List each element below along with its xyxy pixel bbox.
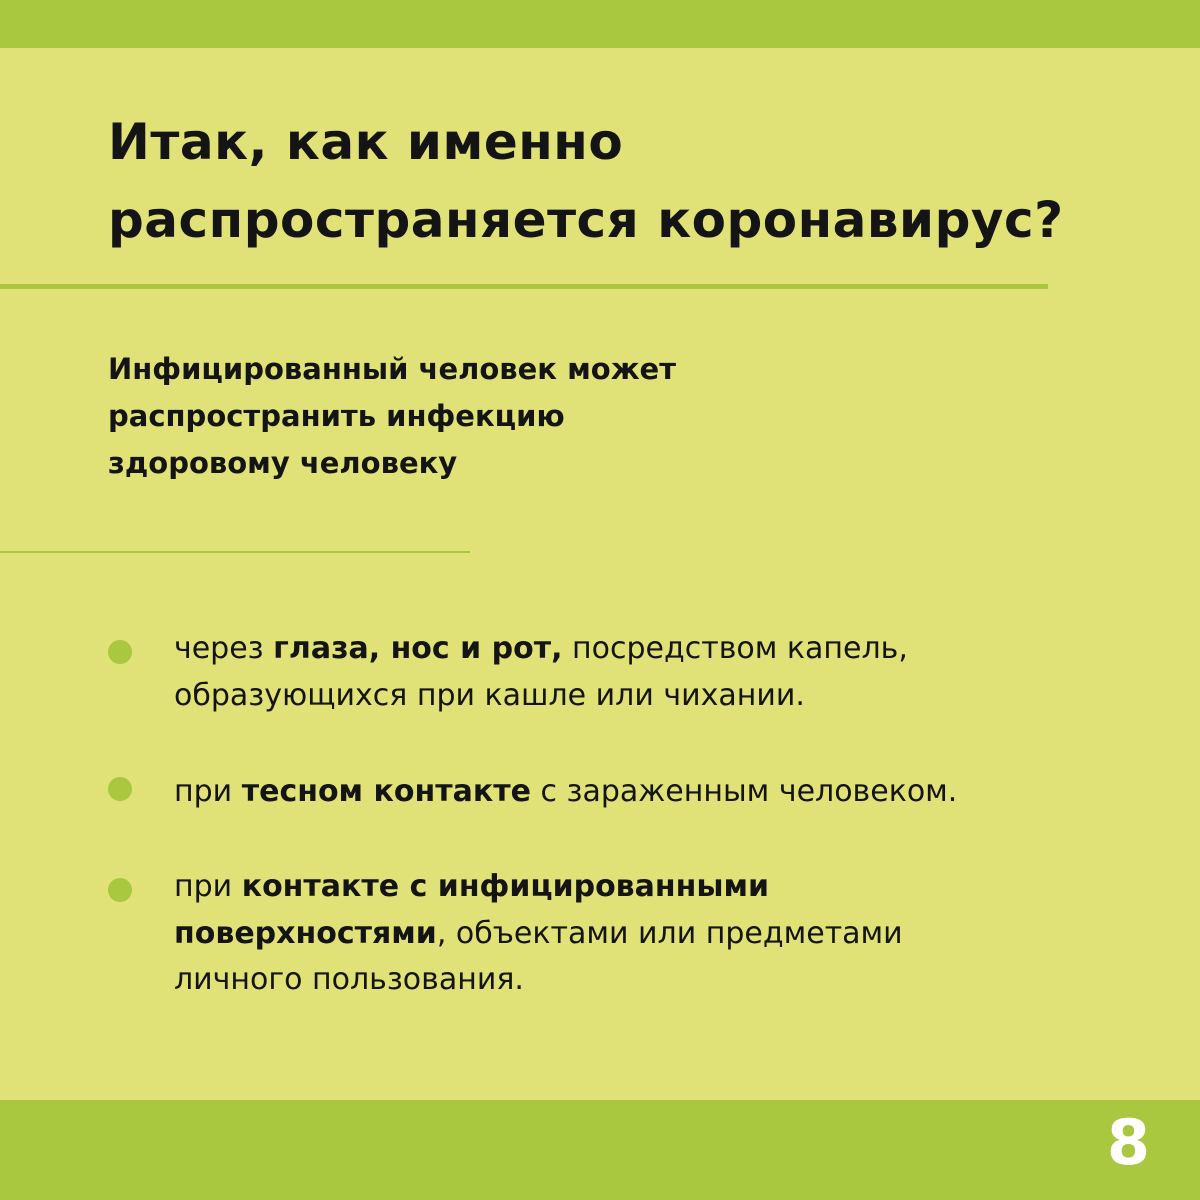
page-number: 8 (1106, 1106, 1150, 1179)
page-title (108, 104, 1148, 259)
subtitle (108, 346, 1008, 487)
list-item-line: личного пользования. (174, 962, 524, 997)
title-line-1: Итак, как именно (108, 113, 624, 171)
list-item-line: при контакте с инфицированными (174, 869, 770, 904)
subtitle-line-1: Инфицированный человек может (108, 352, 677, 386)
subtitle-line-2: распространить инфекцию (108, 398, 565, 433)
top-accent-bar (0, 0, 1200, 48)
list-item-line: через глаза, нос и рот, посредством капель, (174, 631, 908, 666)
list-item-text (174, 864, 1054, 1004)
bullet-dot-icon (108, 777, 132, 801)
list-item-line: поверхностями, объектами или предметами (174, 915, 903, 951)
bottom-accent-bar (0, 1100, 1200, 1200)
title-divider (0, 284, 1048, 289)
list-item-text (174, 626, 1054, 719)
subtitle-line-3: здоровому человеку (108, 445, 458, 480)
bullet-dot-icon (108, 640, 132, 664)
list-item-text (174, 769, 1054, 816)
bullet-dot-icon (108, 878, 132, 902)
list-item-line: образующихся при кашле или чихании. (174, 677, 805, 713)
subtitle-divider (0, 551, 470, 553)
list-item-line: при тесном контакте с зараженным человеком. (174, 774, 958, 809)
title-line-2: распространяется коронавирус? (108, 190, 1064, 249)
